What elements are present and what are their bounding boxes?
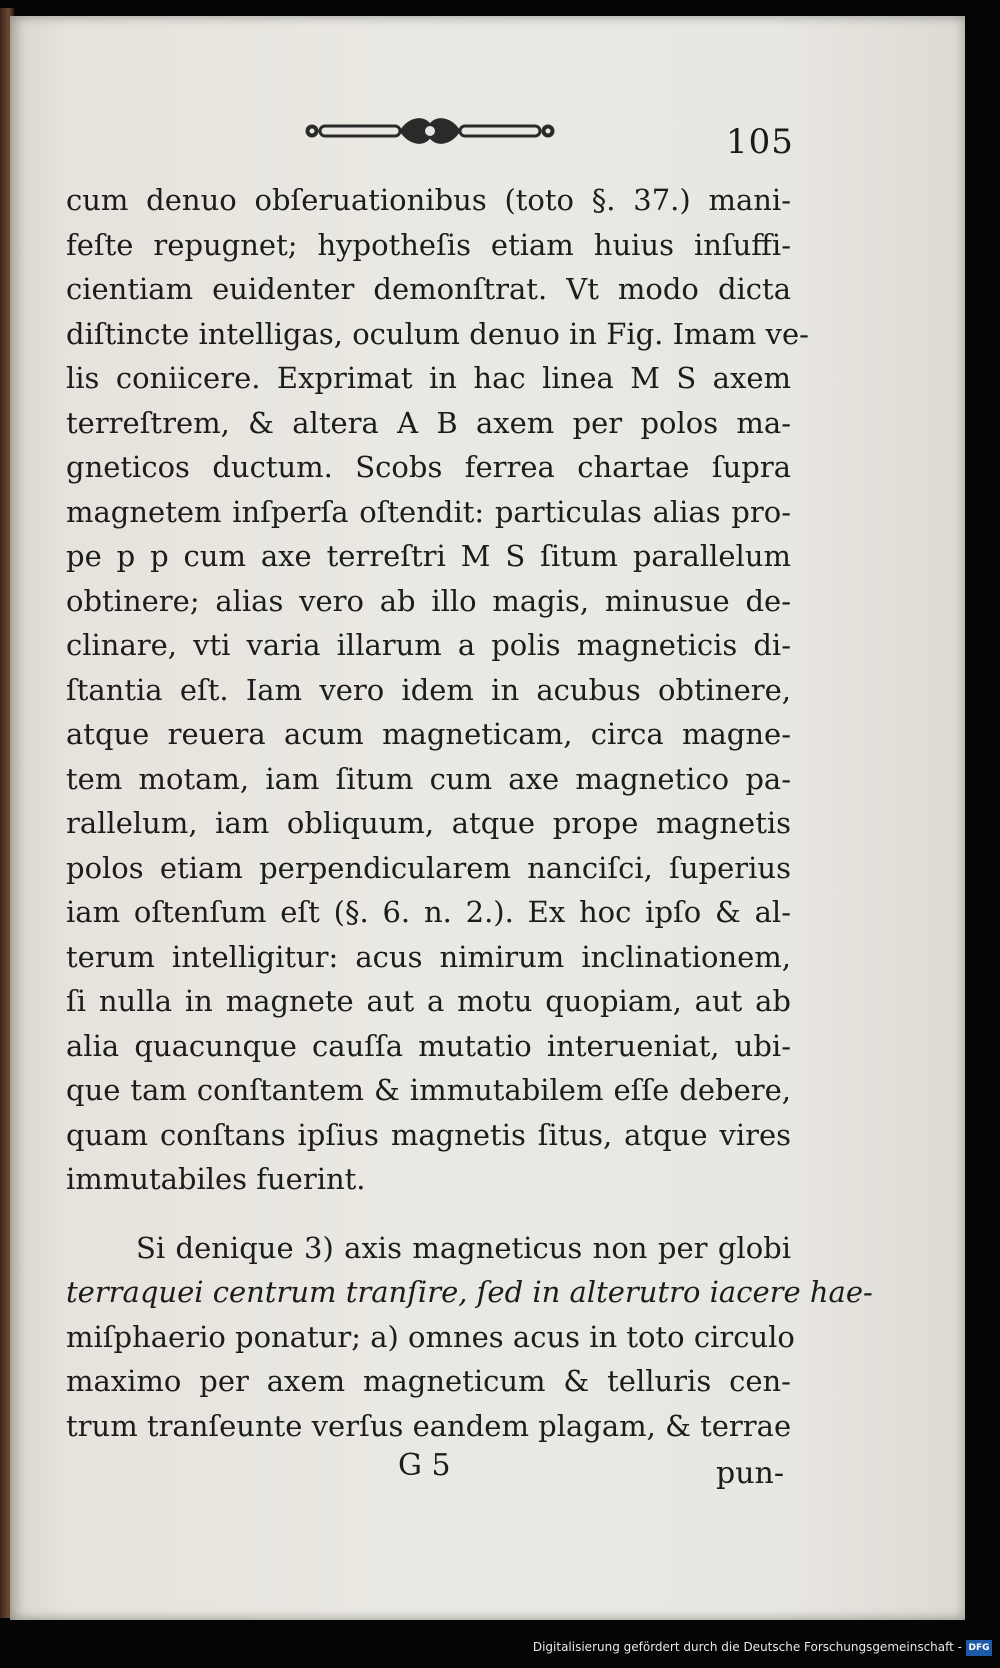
text-line: terraquei centrum tranſire, ſed in alterutro iacere hae- xyxy=(66,1275,873,1309)
text-line: cum denuo obſeruationibus (toto §. 37.) mani- xyxy=(66,183,791,217)
digitization-credit: Digitalisierung gefördert durch die Deutsche Forschungsgemeinschaft - xyxy=(532,1640,962,1654)
text-line: terreſtrem, & altera A B axem per polos ma- xyxy=(66,405,791,440)
paragraph-gap xyxy=(66,1202,791,1226)
text-line: maximo per axem magneticum & telluris cen- xyxy=(66,1364,791,1398)
dfg-logo-icon: DFG xyxy=(966,1640,992,1656)
text-line: cientiam euidenter demonſtrat. Vt modo dicta xyxy=(66,272,791,306)
text-line: magnetem inſperſa oſtendit: particulas alias pro- xyxy=(66,494,791,529)
catchword: pun- xyxy=(716,1456,784,1491)
text-line: quam conſtans ipſius magnetis ſitus, atque vires xyxy=(66,1117,791,1152)
text-line: feſte repugnet; hypotheſis etiam huius inſuffi- xyxy=(66,227,791,262)
ornament-icon xyxy=(302,112,558,150)
text-line: atque reuera acum magneticam, circa magne- xyxy=(66,717,791,751)
footer-bar xyxy=(0,1622,1000,1668)
text-line: miſphaerio ponatur; a) omnes acus in toto circulo xyxy=(66,1319,795,1354)
text-line: terum intelligitur: acus nimirum inclinationem, xyxy=(66,939,791,974)
text-line: tem motam, iam ſitum cum axe magnetico pa- xyxy=(66,761,791,796)
text-line: ſtantia eſt. Iam vero idem in acubus obtinere, xyxy=(66,672,791,707)
text-line: lis coniicere. Exprimat in hac linea M S axem xyxy=(66,361,791,395)
text-line: alia quacunque cauſſa mutatio interueniat, ubi- xyxy=(66,1028,791,1063)
text-line: Si denique 3) axis magneticus non per globi xyxy=(136,1230,791,1265)
body-text xyxy=(66,178,873,1448)
text-line: diſtincte intelligas, oculum denuo in Fig. Imam ve- xyxy=(66,316,809,351)
text-line: que tam conſtantem & immutabilem eſſe debere, xyxy=(66,1073,791,1107)
text-line: iam oſtenſum eſt (§. 6. n. 2.). Ex hoc ipſo & al- xyxy=(66,895,791,929)
text-line: polos etiam perpendicularem nanciſci, ſuperius xyxy=(66,850,791,885)
signature-mark: G 5 xyxy=(398,1448,451,1483)
text-line: ſi nulla in magnete aut a motu quopiam, aut ab xyxy=(66,984,791,1018)
text-line: obtinere; alias vero ab illo magis, minusue de- xyxy=(66,583,791,618)
text-line: pe p p cum axe terreſtri M S ſitum parallelum xyxy=(66,539,791,573)
text-line: clinare, vti varia illarum a polis magneticis di- xyxy=(66,628,791,662)
book-page xyxy=(10,16,965,1620)
text-line: rallelum, iam obliquum, atque prope magnetis xyxy=(66,806,791,840)
text-line: trum tranſeunte verſus eandem plagam, & terrae xyxy=(66,1408,792,1443)
text-line: immutabiles fuerint. xyxy=(66,1162,366,1196)
page-number: 105 xyxy=(726,122,794,162)
text-line: gneticos ductum. Scobs ferrea chartae ſupra xyxy=(66,450,791,484)
